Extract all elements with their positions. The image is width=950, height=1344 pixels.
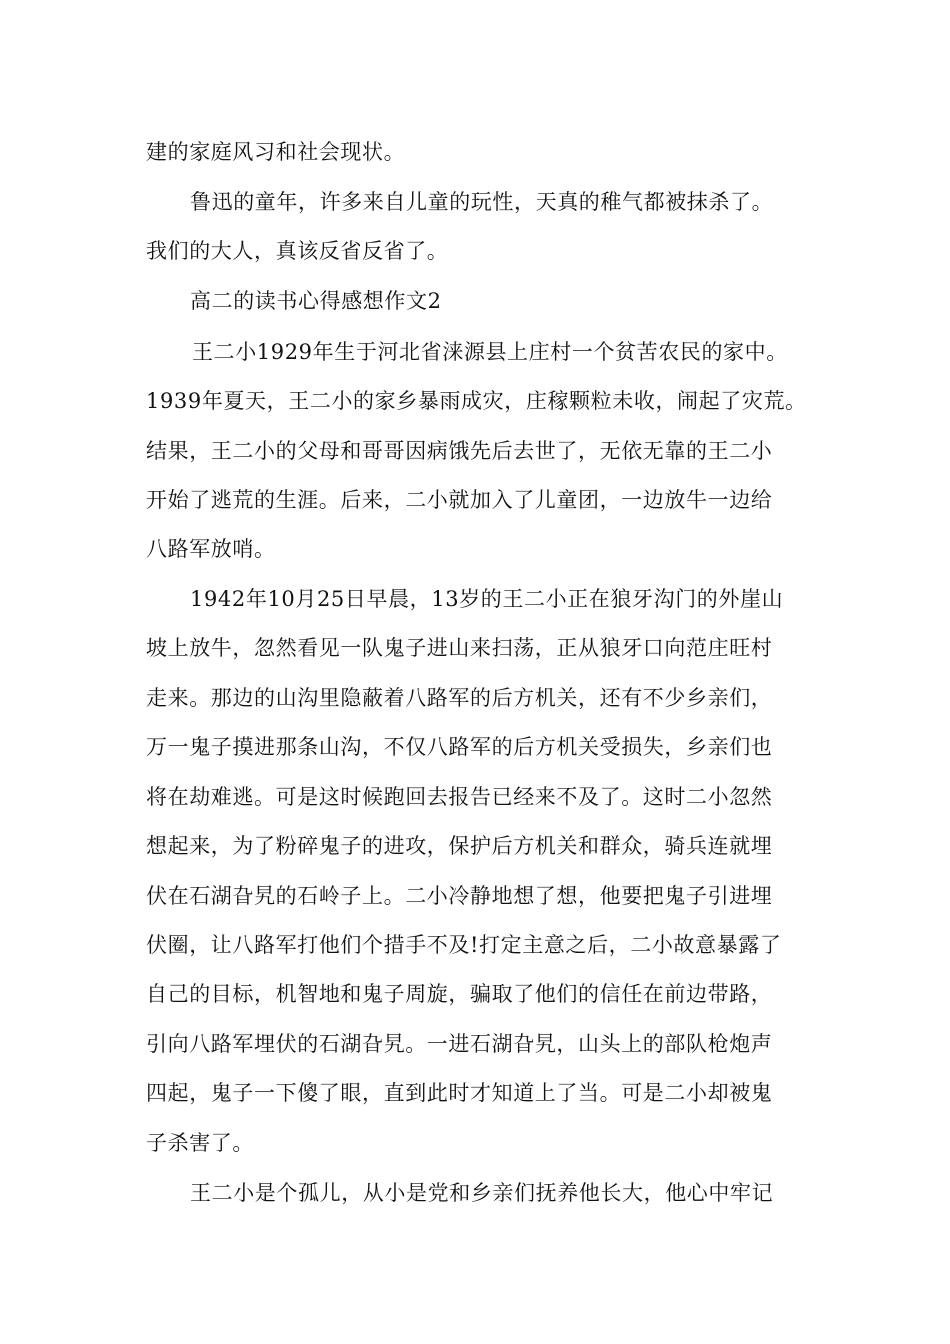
text-line-1: 建的家庭风习和社会现状。	[146, 140, 406, 164]
text-line-3: 我们的大人，真该反省反省了。	[146, 239, 449, 263]
text-line-22: 王二小是个孤儿，从小是党和乡亲们抚养他长大，他心中牢记	[190, 1181, 774, 1205]
text-line-8: 开始了逃荒的生涯。后来，二小就加入了儿童团，一边放牛一边给	[146, 488, 773, 512]
text-line-13: 万一鬼子摸进那条山沟，不仅八路军的后方机关受损失，乡亲们也	[146, 735, 773, 759]
text-line-15: 想起来，为了粉碎鬼子的进攻，保护后方机关和群众，骑兵连就埋	[146, 834, 773, 858]
text-line-12: 走来。那边的山沟里隐蔽着八路军的后方机关，还有不少乡亲们，	[146, 686, 773, 710]
text-line-19: 引向八路军埋伏的石湖旮旯。一进石湖旮旯，山头上的部队枪炮声	[146, 1032, 773, 1056]
text-line-20: 四起，鬼子一下傻了眼，直到此时才知道上了当。可是二小却被鬼	[146, 1081, 773, 1105]
text-line-9: 八路军放哨。	[146, 537, 276, 561]
text-line-11: 坡上放牛，忽然看见一队鬼子进山来扫荡，正从狼牙口向范庄旺村	[146, 636, 773, 660]
text-line-7: 结果，王二小的父母和哥哥因病饿先后去世了，无依无靠的王二小	[146, 439, 773, 463]
text-line-5: 王二小1929年生于河北省涞源县上庄村一个贫苦农民的家中。	[192, 340, 788, 364]
text-line-16: 伏在石湖旮旯的石岭子上。二小冷静地想了想，他要把鬼子引进埋	[146, 884, 773, 908]
text-line-18: 自己的目标，机智地和鬼子周旋，骗取了他们的信任在前边带路，	[146, 982, 773, 1006]
section-heading: 高二的读书心得感想作文2	[190, 289, 442, 313]
text-line-14: 将在劫难逃。可是这时候跑回去报告已经来不及了。这时二小忽然	[146, 785, 773, 809]
text-line-21: 子杀害了。	[146, 1131, 254, 1155]
text-line-10: 1942年10月25日早晨，13岁的王二小正在狼牙沟门的外崖山	[190, 587, 784, 611]
text-line-6: 1939年夏天，王二小的家乡暴雨成灾，庄稼颗粒未收，闹起了灾荒。	[146, 389, 807, 413]
text-line-2: 鲁迅的童年，许多来自儿童的玩性，天真的稚气都被抹杀了。	[190, 190, 774, 214]
text-line-17: 伏圈，让八路军打他们个措手不及!打定主意之后，二小故意暴露了	[146, 933, 782, 957]
